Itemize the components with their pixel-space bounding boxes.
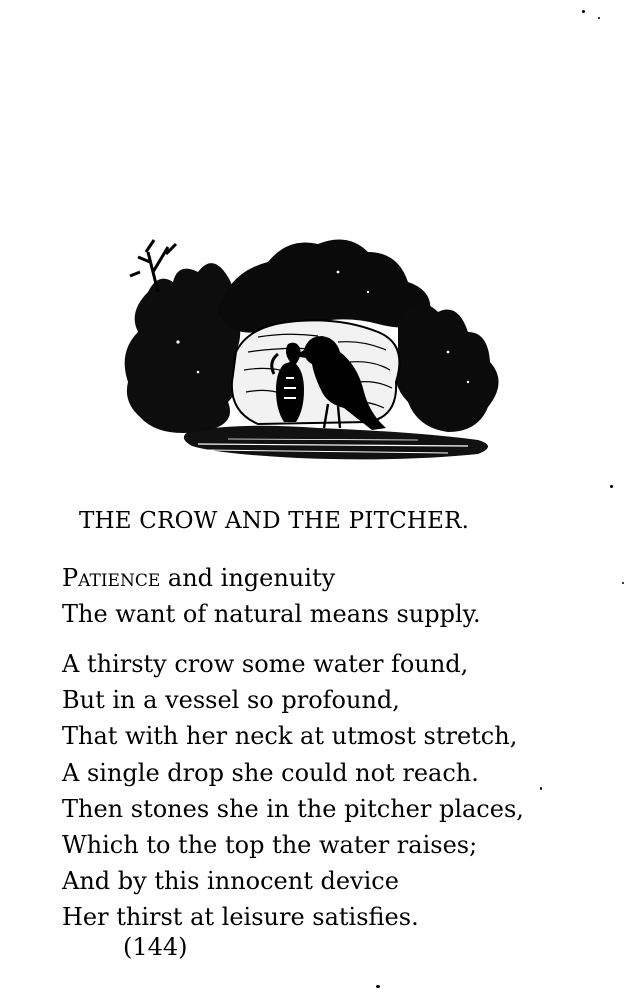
verse-line: That with her neck at utmost stretch, — [62, 722, 518, 751]
fable-title: THE CROW AND THE PITCHER. — [79, 508, 470, 534]
print-speck — [610, 485, 613, 488]
verse-line: But in a vessel so profound, — [62, 686, 400, 715]
print-speck — [622, 582, 624, 584]
print-speck — [582, 10, 585, 13]
print-speck — [376, 985, 380, 988]
moral-line-1 — [62, 560, 481, 596]
verse-line: Which to the top the water raises; — [62, 831, 478, 860]
verse-line: And by this innocent device — [62, 867, 399, 896]
verse-line: Then stones she in the pitcher places, — [62, 794, 524, 823]
verse-line: Her thirst at leisure satisfies. — [62, 903, 419, 932]
moral-lead-word: Patience — [62, 564, 161, 592]
fable-verse — [62, 646, 524, 936]
crow-pitcher-woodcut — [118, 232, 510, 464]
moral-line-1-rest: and ingenuity — [160, 564, 336, 592]
verse-line: A thirsty crow some water found, — [62, 650, 469, 678]
moral-line-2: The want of natural means supply. — [62, 600, 481, 628]
print-speck — [598, 17, 600, 19]
verse-line: A single drop she could not reach. — [62, 758, 479, 787]
page-number: (144) — [123, 933, 188, 961]
fable-moral — [62, 560, 481, 632]
print-speck — [540, 787, 542, 790]
